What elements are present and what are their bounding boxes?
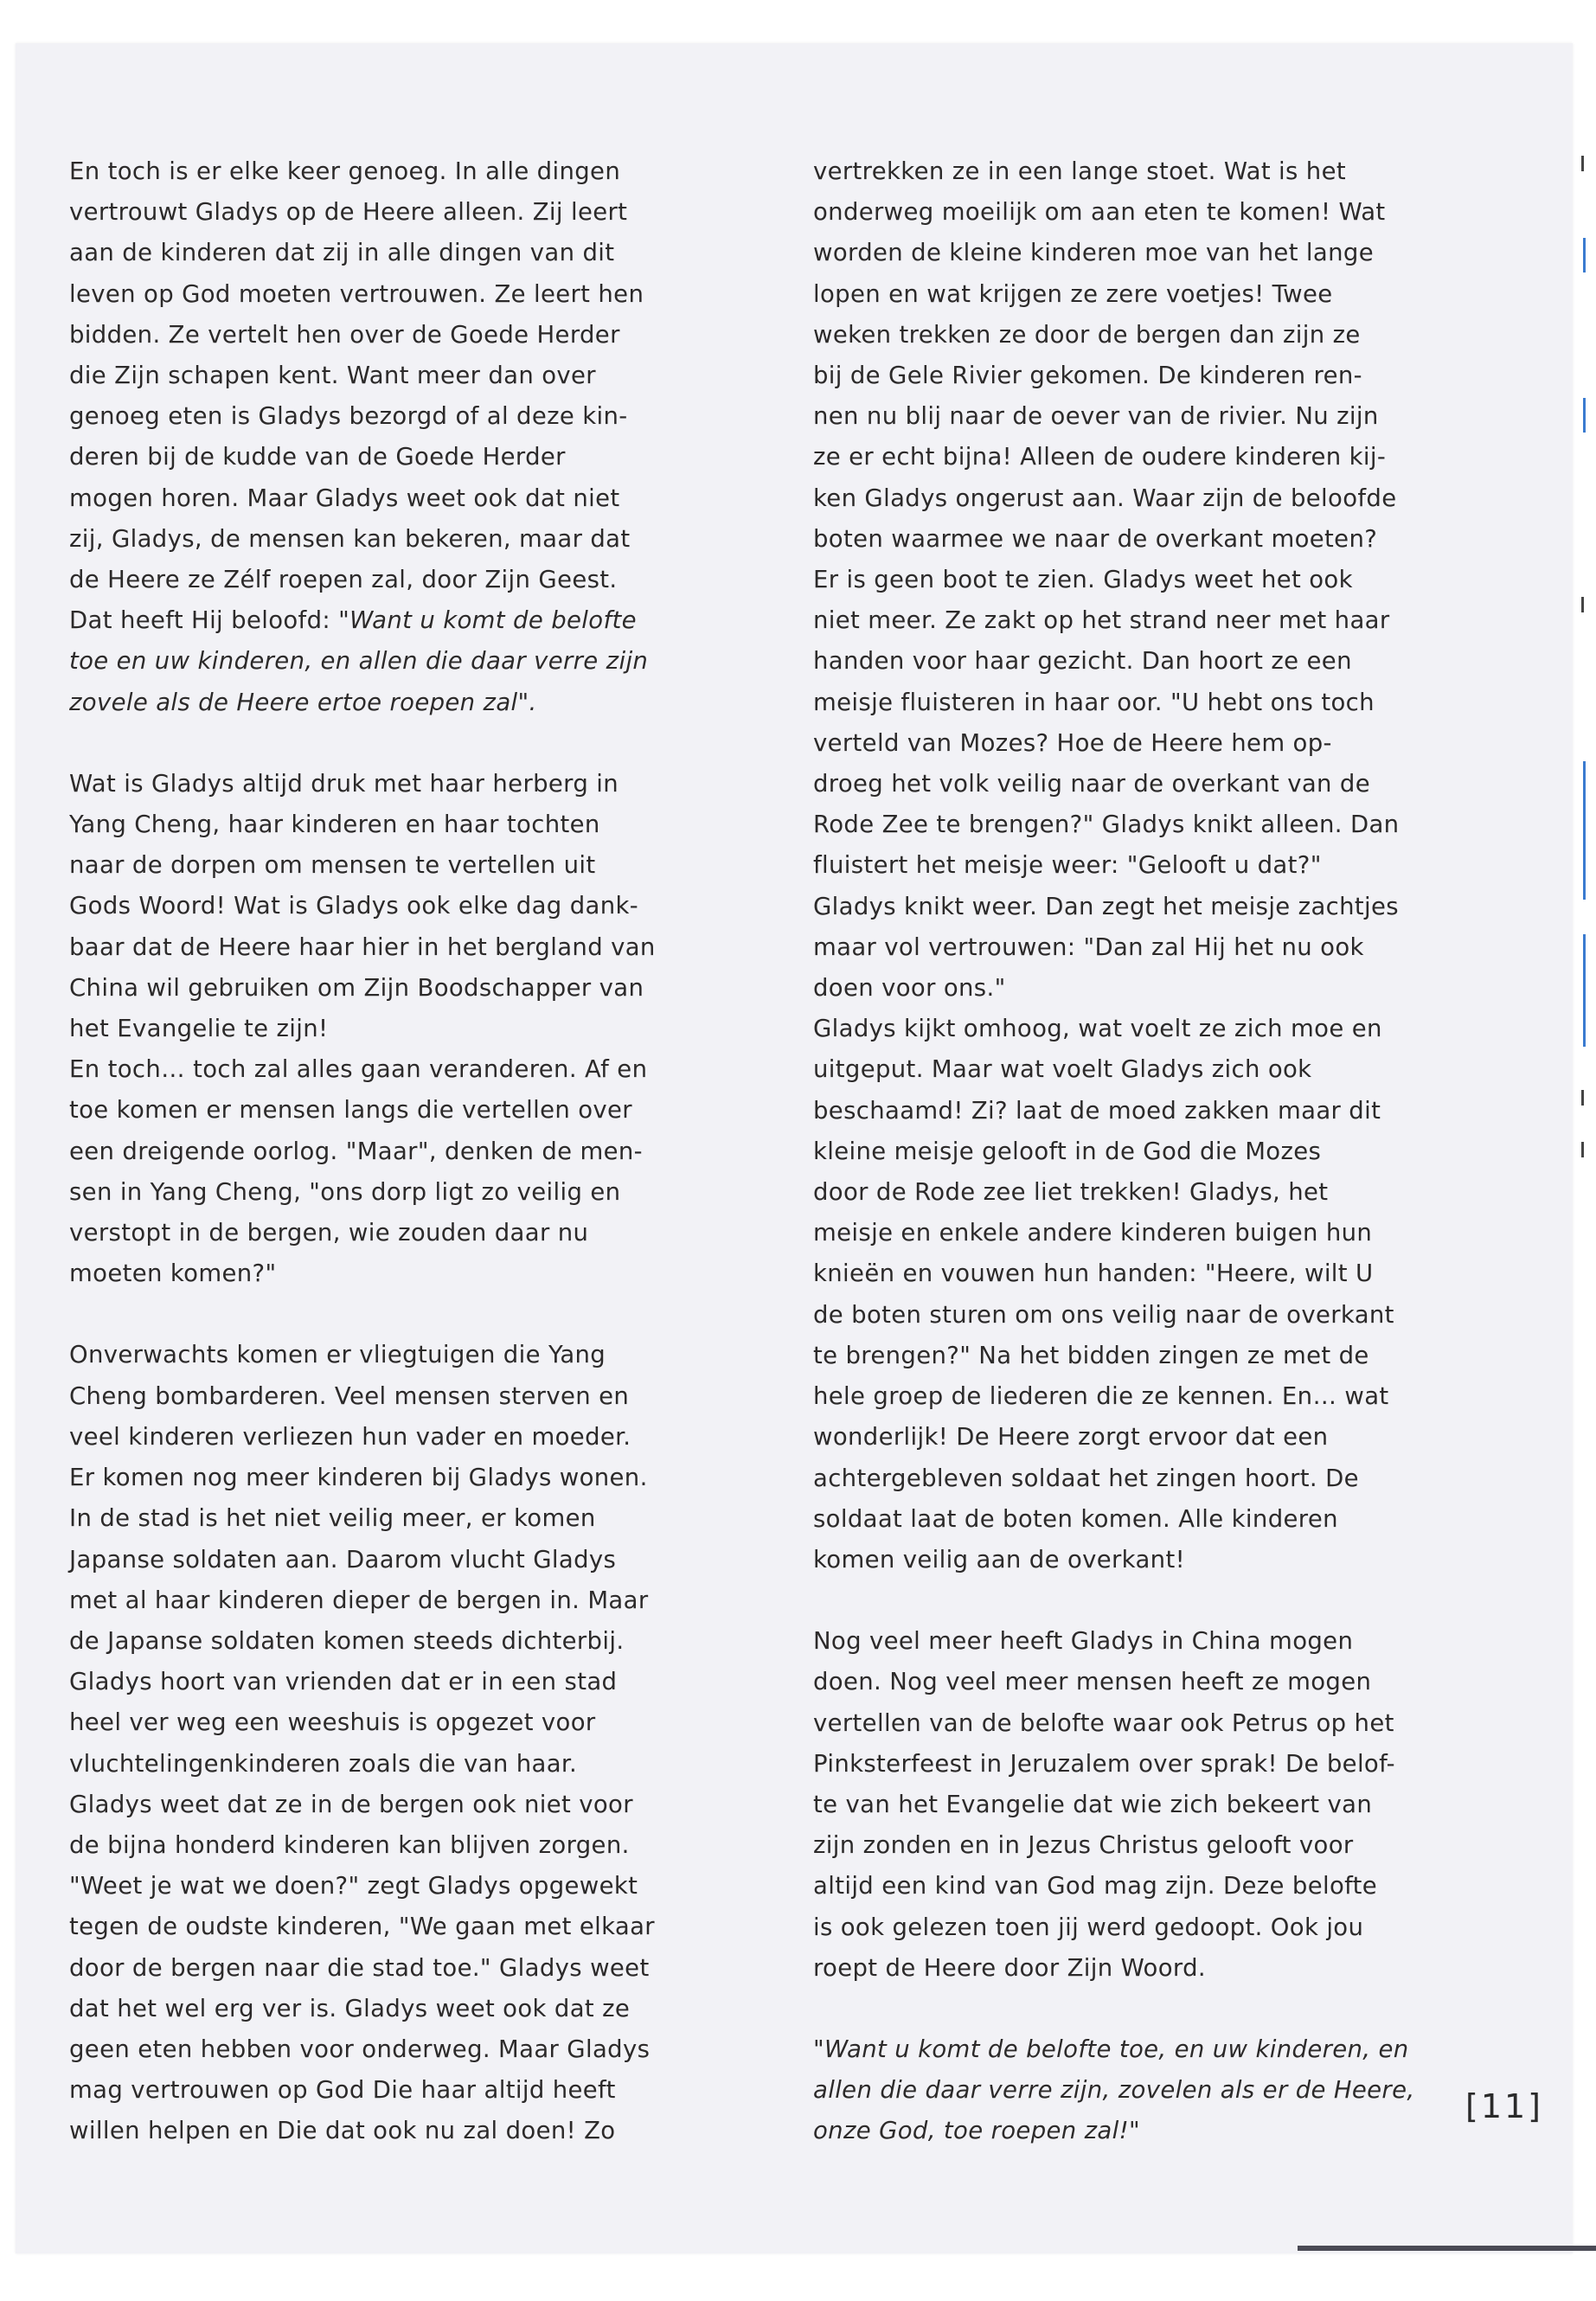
text-line: knieën en vouwen hun handen: "Heere, wilt U: [813, 1259, 1374, 1288]
page-number: [11]: [1465, 2087, 1544, 2125]
text-line: Gladys weet dat ze in de bergen ook niet voor: [69, 1790, 633, 1818]
text-line: "Weet je wat we doen?" zegt Gladys opgewekt: [69, 1872, 638, 1900]
text-line: Rode Zee te brengen?" Gladys knikt alleen. Dan: [813, 811, 1400, 839]
text-line: Onverwachts komen er vliegtuigen die Yang: [69, 1341, 606, 1369]
text-line: is ook gelezen toen jij werd gedoopt. Ook jou: [813, 1913, 1364, 1941]
text-line: te van het Evangelie dat wie zich bekeert van: [813, 1790, 1373, 1818]
text-line: fluistert het meisje weer: "Gelooft u dat?": [813, 851, 1322, 880]
text-line: genoeg eten is Gladys bezorgd of al deze kin-: [69, 402, 628, 431]
text-line: achtergebleven soldaat het zingen hoort. De: [813, 1464, 1359, 1492]
bible-quote-line: allen die daar verre zijn, zovelen als er de Heere,: [813, 2076, 1415, 2105]
text-line: door de Rode zee liet trekken! Gladys, het: [813, 1178, 1329, 1207]
text-line: bidden. Ze vertelt hen over de Goede Herder: [69, 320, 620, 349]
edge-color-mark: [1583, 761, 1586, 900]
text-line: weken trekken ze door de bergen dan zijn ze: [813, 320, 1361, 349]
bible-quote-line: zovele als de Heere ertoe roepen zal".: [69, 688, 537, 716]
text-line: beschaamd! Zi? laat de moed zakken maar dit: [813, 1096, 1381, 1125]
text-line: Gladys knikt weer. Dan zegt het meisje zachtjes: [813, 892, 1399, 920]
text-line: tegen de oudste kinderen, "We gaan met elkaar: [69, 1913, 655, 1941]
text-line: Yang Cheng, haar kinderen en haar tochten: [69, 811, 600, 839]
text-line: doen. Nog veel meer mensen heeft ze mogen: [813, 1668, 1372, 1696]
text-line: Cheng bombarderen. Veel mensen sterven en: [69, 1381, 630, 1410]
text-line: niet meer. Ze zakt op het strand neer met haar: [813, 606, 1390, 635]
paragraph-bombing: [69, 1335, 714, 2151]
text-line-with-quote: [69, 600, 714, 641]
text-line: met al haar kinderen dieper de bergen in. Maar: [69, 1586, 649, 1614]
text-line: droeg het volk veilig naar de overkant van de: [813, 770, 1370, 798]
edge-color-mark: [1583, 398, 1586, 433]
text-line: ze er echt bijna! Alleen de oudere kinderen kij-: [813, 443, 1387, 471]
edge-tick: [1581, 597, 1584, 612]
text-line: het Evangelie te zijn!: [69, 1015, 329, 1043]
bible-quote-start: "Want u komt de belofte: [338, 606, 637, 635]
text-line: wonderlijk! De Heere zorgt ervoor dat een: [813, 1423, 1329, 1452]
text-line: de bijna honderd kinderen kan blijven zorgen.: [69, 1830, 630, 1859]
text-line: maar vol vertrouwen: "Dan zal Hij het nu ook: [813, 933, 1364, 961]
paragraph-promise: [813, 1621, 1458, 1989]
text-line: zijn zonden en in Jezus Christus gelooft voor: [813, 1831, 1354, 1860]
text-line: handen voor haar gezicht. Dan hoort ze een: [813, 647, 1352, 676]
text-line: En toch… toch zal alles gaan veranderen. Af en: [69, 1055, 648, 1084]
text-line: Gladys hoort van vrienden dat er in een stad: [69, 1668, 618, 1696]
text-line: zij, Gladys, de mensen kan bekeren, maar dat: [69, 524, 631, 553]
text-line: deren bij de kudde van de Goede Herder: [69, 443, 566, 471]
text-line: een dreigende oorlog. "Maar", denken de men-: [69, 1137, 643, 1165]
edge-tick: [1581, 1090, 1584, 1106]
text-line: altijd een kind van God mag zijn. Deze belofte: [813, 1872, 1378, 1900]
text-line: baar dat de Heere haar hier in het bergland van: [69, 933, 656, 961]
magazine-page: [16, 43, 1573, 2253]
closing-bible-quote: [813, 2029, 1458, 2152]
text-line: vluchtelingenkinderen zoals die van haar.: [69, 1749, 578, 1778]
paragraph-yang-cheng: [69, 764, 714, 1295]
text-line: die Zijn schapen kent. Want meer dan over: [69, 362, 596, 390]
text-line: Gods Woord! Wat is Gladys ook elke dag dank-: [69, 892, 639, 920]
text-line: leven op God moeten vertrouwen. Ze leert hen: [69, 279, 644, 308]
page-bottom-edge: [1298, 2246, 1596, 2251]
text-line: onderweg moeilijk om aan eten te komen! Wat: [813, 198, 1386, 227]
text-line: de boten sturen om ons veilig naar de overkant: [813, 1300, 1394, 1329]
text-line: verstopt in de bergen, wie zouden daar nu: [69, 1219, 589, 1247]
text-line: verteld van Mozes? Hoe de Heere hem op-: [813, 728, 1332, 757]
text-line: Er komen nog meer kinderen bij Gladys wonen.: [69, 1464, 648, 1492]
text-line: roept de Heere door Zijn Woord.: [813, 1953, 1206, 1982]
text-line: dat het wel erg ver is. Gladys weet ook dat ze: [69, 1994, 631, 2022]
text-line: Japanse soldaten aan. Daarom vlucht Gladys: [69, 1545, 617, 1574]
text-line: meisje fluisteren in haar oor. "U hebt ons toch: [813, 688, 1375, 716]
edge-color-mark: [1583, 238, 1586, 272]
bible-quote-line: toe en uw kinderen, en allen die daar verre zijn: [69, 647, 649, 676]
edge-color-mark: [1583, 934, 1586, 1047]
text-line: naar de dorpen om mensen te vertellen uit: [69, 851, 596, 880]
text-line: willen helpen en Die dat ook nu zal doen! Zo: [69, 2117, 616, 2145]
edge-tick: [1581, 156, 1584, 171]
text-line: de Heere ze Zélf roepen zal, door Zijn Geest.: [69, 566, 618, 594]
text-line: sen in Yang Cheng, "ons dorp ligt zo veilig en: [69, 1177, 621, 1206]
text-line: door de bergen naar die stad toe." Gladys weet: [69, 1953, 650, 1982]
paragraph-trust: [69, 151, 714, 723]
paragraph-yellow-river: [813, 151, 1458, 1580]
text-line: toe komen er mensen langs die vertellen over: [69, 1096, 632, 1125]
text-line: hele groep de liederen die ze kennen. En… wat: [813, 1382, 1389, 1411]
bible-quote-line: onze God, toe roepen zal!": [813, 2117, 1140, 2145]
text-line: komen veilig aan de overkant!: [813, 1545, 1185, 1574]
edge-tick: [1581, 1142, 1584, 1157]
text-line: Er is geen boot te zien. Gladys weet het ook: [813, 566, 1353, 594]
text-line: nen nu blij naar de oever van de rivier. Nu zijn: [813, 402, 1379, 431]
text-line: meisje en enkele andere kinderen buigen hun: [813, 1219, 1373, 1247]
text-line: soldaat laat de boten komen. Alle kinderen: [813, 1504, 1338, 1533]
text-line: Nog veel meer heeft Gladys in China mogen: [813, 1627, 1354, 1656]
text-line: moeten komen?": [69, 1259, 277, 1288]
text-line: En toch is er elke keer genoeg. In alle dingen: [69, 157, 621, 185]
text-line: In de stad is het niet veilig meer, er komen: [69, 1504, 596, 1533]
text-line: geen eten hebben voor onderweg. Maar Gladys: [69, 2035, 651, 2063]
text-line: worden de kleine kinderen moe van het lange: [813, 239, 1374, 267]
text-line: boten waarmee we naar de overkant moeten?: [813, 524, 1378, 553]
text-line: veel kinderen verliezen hun vader en moeder.: [69, 1422, 631, 1451]
bible-quote-line: "Want u komt de belofte toe, en uw kinderen, en: [813, 2035, 1409, 2063]
text-line: Wat is Gladys altijd druk met haar herberg in: [69, 769, 619, 798]
text-line: mag vertrouwen op God Die haar altijd heeft: [69, 2076, 616, 2105]
text-line: aan de kinderen dat zij in alle dingen van dit: [69, 239, 615, 267]
text-line: China wil gebruiken om Zijn Boodschapper van: [69, 973, 644, 1002]
facing-page-edge: [1576, 43, 1596, 2253]
text-line: lopen en wat krijgen ze zere voetjes! Twee: [813, 279, 1333, 308]
text-line: vertellen van de belofte waar ook Petrus op het: [813, 1708, 1394, 1737]
text-line: vertrouwt Gladys op de Heere alleen. Zij leert: [69, 198, 628, 227]
text-line: uitgeput. Maar wat voelt Gladys zich ook: [813, 1055, 1312, 1084]
text-line: heel ver weg een weeshuis is opgezet voor: [69, 1708, 596, 1737]
text-run: Dat heeft Hij beloofd:: [69, 606, 331, 635]
text-line: de Japanse soldaten komen steeds dichterbij.: [69, 1626, 625, 1655]
text-line: doen voor ons.": [813, 974, 1006, 1003]
text-line: ken Gladys ongerust aan. Waar zijn de beloofde: [813, 484, 1397, 512]
text-line: bij de Gele Rivier gekomen. De kinderen ren-: [813, 362, 1362, 390]
text-line: mogen horen. Maar Gladys weet ook dat niet: [69, 484, 620, 512]
text-line: Gladys kijkt omhoog, wat voelt ze zich moe en: [813, 1015, 1382, 1043]
text-line: Pinksterfeest in Jeruzalem over sprak! De belof-: [813, 1749, 1395, 1778]
text-line: te brengen?" Na het bidden zingen ze met de: [813, 1341, 1369, 1369]
text-line: vertrekken ze in een lange stoet. Wat is het: [813, 157, 1346, 185]
text-line: kleine meisje gelooft in de God die Mozes: [813, 1137, 1322, 1165]
left-text-column: [69, 151, 714, 2152]
right-text-column: [813, 151, 1458, 2152]
